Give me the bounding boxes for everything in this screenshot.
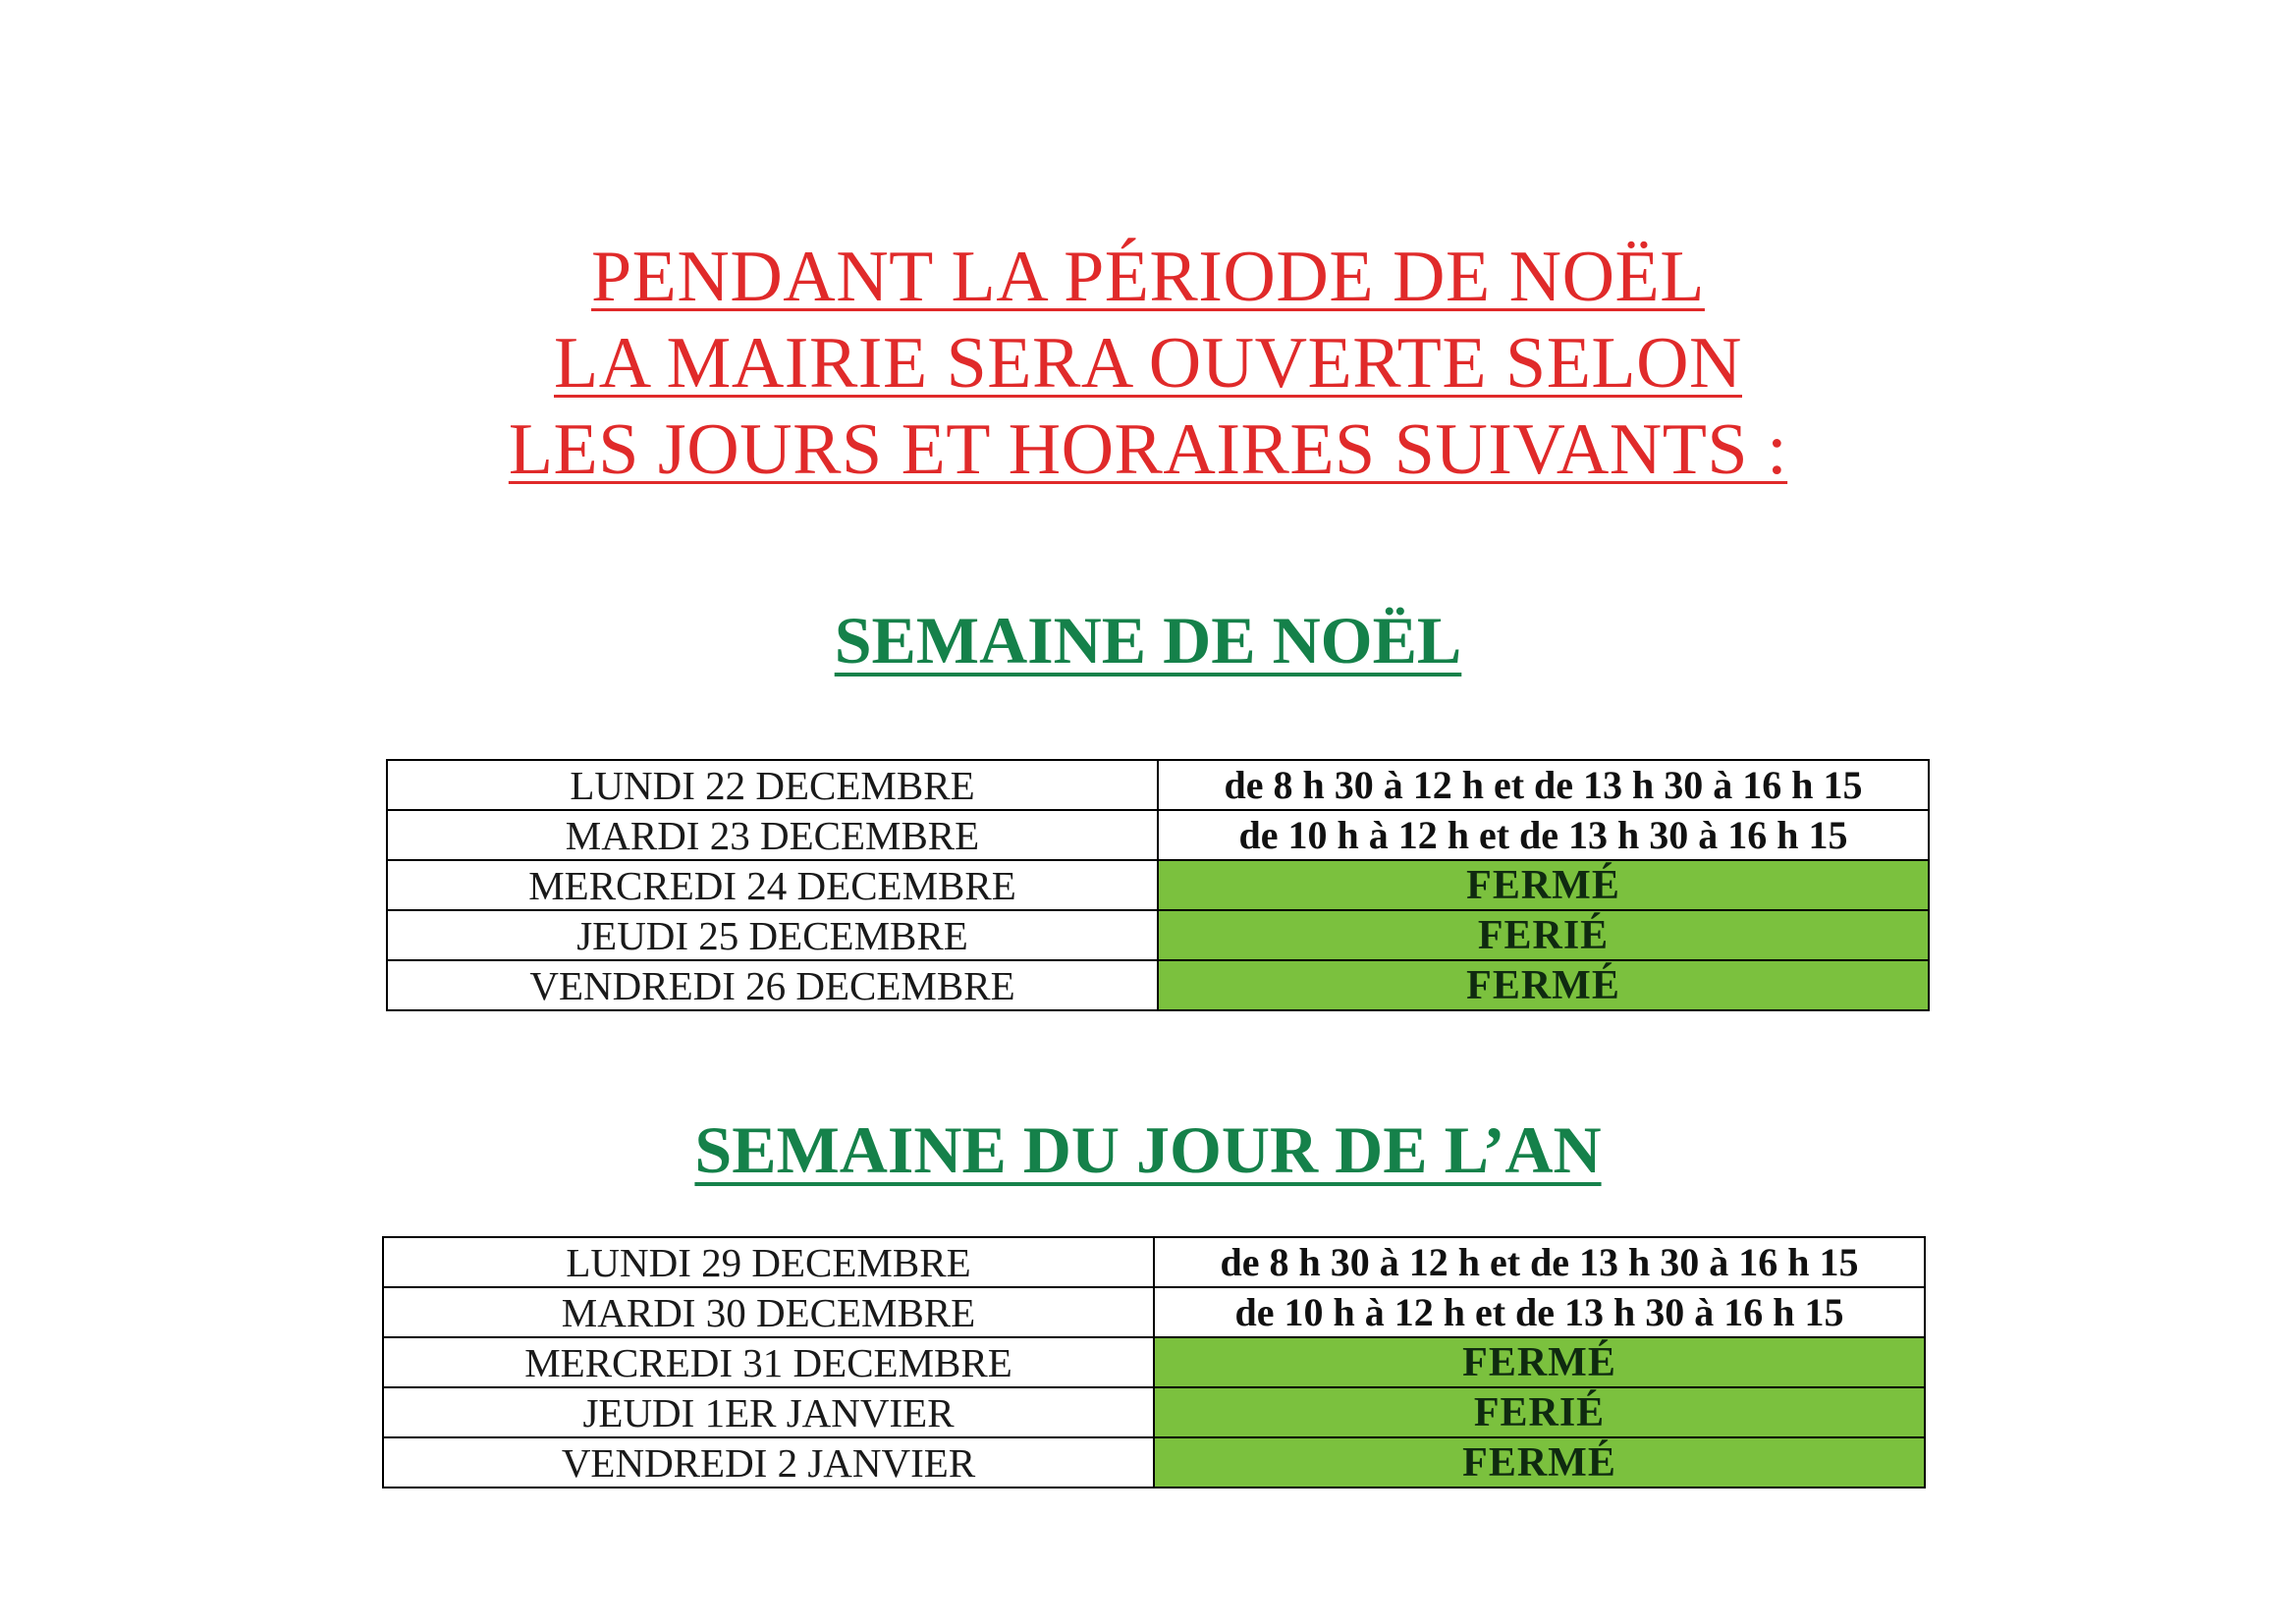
hours-cell: de 10 h à 12 h et de 13 h 30 à 16 h 15 bbox=[1154, 1287, 1925, 1337]
schedule-table-noel bbox=[386, 759, 1930, 1011]
day-cell: LUNDI 29 DECEMBRE bbox=[383, 1237, 1154, 1287]
closed-status-cell: FERMÉ bbox=[1158, 960, 1929, 1010]
closed-status-cell: FERMÉ bbox=[1158, 860, 1929, 910]
holiday-status-cell: FERIÉ bbox=[1158, 910, 1929, 960]
table-row bbox=[383, 1437, 1925, 1488]
section-title-noel-text: SEMAINE DE NOËL bbox=[834, 603, 1462, 677]
hours-cell: de 8 h 30 à 12 h et de 13 h 30 à 16 h 15 bbox=[1158, 760, 1929, 810]
holiday-status-cell: FERIÉ bbox=[1154, 1387, 1925, 1437]
schedule-table-jour-de-l-an bbox=[382, 1236, 1926, 1488]
day-cell: MERCREDI 24 DECEMBRE bbox=[387, 860, 1158, 910]
table-row bbox=[383, 1287, 1925, 1337]
table-row bbox=[383, 1337, 1925, 1387]
section-title-jour-de-l-an-text: SEMAINE DU JOUR DE L’AN bbox=[694, 1112, 1602, 1187]
closed-status-cell: FERMÉ bbox=[1154, 1337, 1925, 1387]
table-row bbox=[387, 910, 1929, 960]
day-cell: MERCREDI 31 DECEMBRE bbox=[383, 1337, 1154, 1387]
table-row bbox=[387, 810, 1929, 860]
day-cell: VENDREDI 2 JANVIER bbox=[383, 1437, 1154, 1488]
day-cell: VENDREDI 26 DECEMBRE bbox=[387, 960, 1158, 1010]
hours-cell: de 10 h à 12 h et de 13 h 30 à 16 h 15 bbox=[1158, 810, 1929, 860]
hours-cell: de 8 h 30 à 12 h et de 13 h 30 à 16 h 15 bbox=[1154, 1237, 1925, 1287]
notice-title-line-2: LA MAIRIE SERA OUVERTE SELON bbox=[554, 323, 1742, 404]
notice-title-line-3: LES JOURS ET HORAIRES SUIVANTS : bbox=[508, 409, 1788, 490]
day-cell: LUNDI 22 DECEMBRE bbox=[387, 760, 1158, 810]
table-row bbox=[387, 860, 1929, 910]
closed-status-cell: FERMÉ bbox=[1154, 1437, 1925, 1488]
table-row bbox=[387, 960, 1929, 1010]
table-row bbox=[383, 1387, 1925, 1437]
notice-title-line-1: PENDANT LA PÉRIODE DE NOËL bbox=[591, 237, 1705, 317]
section-title-jour-de-l-an bbox=[0, 1110, 2296, 1189]
notice-title bbox=[0, 234, 2296, 493]
day-cell: MARDI 30 DECEMBRE bbox=[383, 1287, 1154, 1337]
day-cell: JEUDI 25 DECEMBRE bbox=[387, 910, 1158, 960]
day-cell: JEUDI 1ER JANVIER bbox=[383, 1387, 1154, 1437]
table-row bbox=[387, 760, 1929, 810]
day-cell: MARDI 23 DECEMBRE bbox=[387, 810, 1158, 860]
table-row bbox=[383, 1237, 1925, 1287]
section-title-noel bbox=[0, 601, 2296, 679]
